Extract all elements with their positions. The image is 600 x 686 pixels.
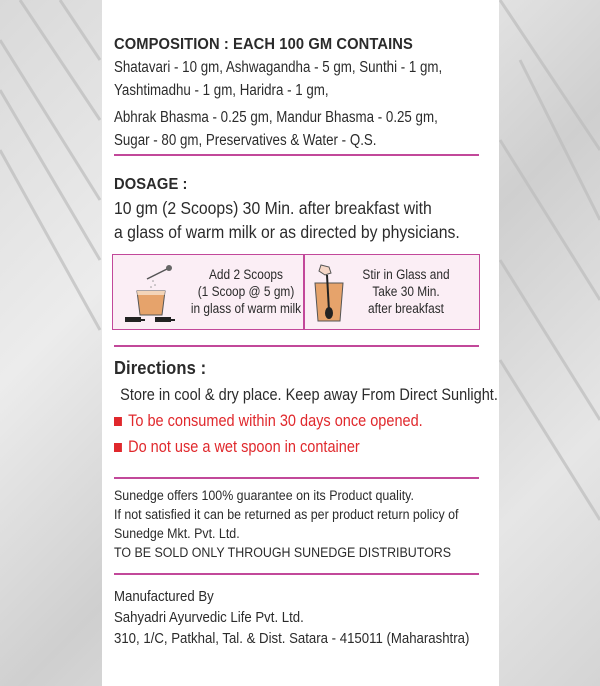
composition-heading: COMPOSITION : EACH 100 GM CONTAINS bbox=[114, 36, 413, 53]
divider bbox=[114, 573, 479, 575]
dosage-line: a glass of warm milk or as directed by physicians. bbox=[114, 222, 460, 242]
composition-line: Sugar - 80 gm, Preservatives & Water - Q.S. bbox=[114, 132, 377, 149]
glass-with-scoops-icon bbox=[123, 261, 183, 323]
dosage-text bbox=[114, 196, 481, 244]
step-1-text bbox=[180, 266, 312, 317]
step-2-line: Take 30 Min. bbox=[372, 284, 440, 299]
dosage-steps-box bbox=[112, 254, 480, 330]
guarantee-section bbox=[114, 486, 481, 562]
step-2-line: Stir in Glass and bbox=[362, 267, 450, 282]
dosage-section bbox=[114, 176, 481, 194]
manufacturer-line: Sahyadri Ayurvedic Life Pvt. Ltd. bbox=[114, 609, 304, 626]
composition-line: Shatavari - 10 gm, Ashwagandha - 5 gm, Sunthi - 1 gm, bbox=[114, 59, 443, 76]
directions-list bbox=[114, 382, 498, 460]
direction-text: To be consumed within 30 days once opened. bbox=[128, 412, 423, 430]
direction-item bbox=[114, 382, 498, 408]
manufacturer-line: Manufactured By bbox=[114, 588, 214, 605]
guarantee-line: Sunedge Mkt. Pvt. Ltd. bbox=[114, 526, 240, 541]
composition-line: Abhrak Bhasma - 0.25 gm, Mandur Bhasma - 0.25 gm, bbox=[114, 109, 438, 126]
step-1-line: Add 2 Scoops bbox=[209, 267, 283, 282]
directions-heading: Directions : bbox=[114, 358, 207, 378]
product-label bbox=[102, 0, 499, 686]
step-1-line: in glass of warm milk bbox=[190, 301, 302, 316]
divider bbox=[114, 477, 479, 479]
direction-item bbox=[114, 434, 437, 460]
guarantee-line: If not satisfied it can be returned as per product return policy of bbox=[114, 507, 459, 522]
direction-text: Store in cool & dry place. Keep away From Direct Sunlight. bbox=[120, 386, 498, 404]
directions-section bbox=[114, 358, 481, 379]
manufacturer-line: 310, 1/C, Patkhal, Tal. & Dist. Satara - 415011 (Maharashtra) bbox=[114, 630, 470, 647]
direction-text: Do not use a wet spoon in container bbox=[128, 438, 360, 456]
square-bullet-icon bbox=[114, 417, 122, 426]
composition-line: Yashtimadhu - 1 gm, Haridra - 1 gm, bbox=[114, 82, 329, 99]
step-2-text bbox=[340, 266, 472, 317]
dosage-heading: DOSAGE : bbox=[114, 176, 188, 193]
step-divider bbox=[303, 255, 305, 329]
step-1-line: (1 Scoop @ 5 gm) bbox=[197, 284, 295, 299]
square-bullet-icon bbox=[114, 443, 122, 452]
direction-item bbox=[114, 408, 437, 434]
guarantee-line: Sunedge offers 100% guarantee on its Product quality. bbox=[114, 488, 414, 503]
step-2-line: after breakfast bbox=[368, 301, 444, 316]
dosage-line: 10 gm (2 Scoops) 30 Min. after breakfast with bbox=[114, 198, 432, 218]
divider bbox=[114, 345, 479, 347]
composition-section bbox=[114, 36, 481, 54]
divider bbox=[114, 154, 479, 156]
guarantee-line: TO BE SOLD ONLY THROUGH SUNEDGE DISTRIBUTORS bbox=[114, 545, 452, 560]
manufacturer-section bbox=[114, 586, 481, 649]
composition-text bbox=[114, 56, 481, 152]
